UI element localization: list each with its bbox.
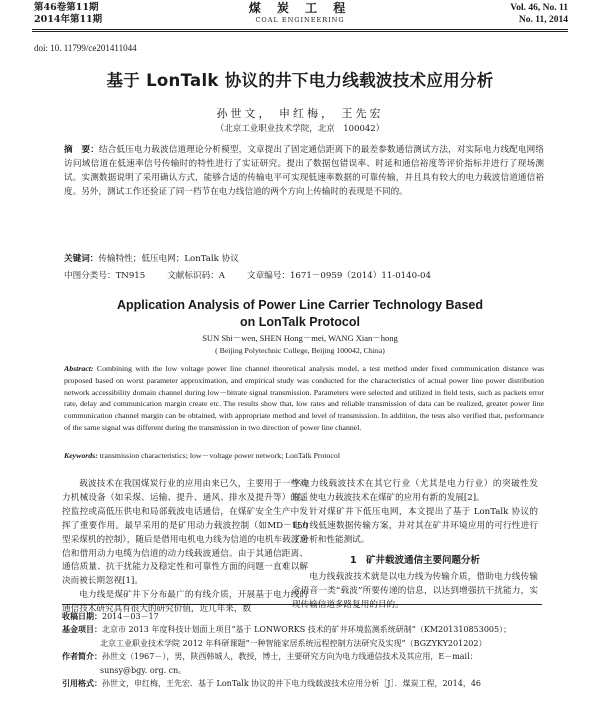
keywords-zh-text: 传输特性；低压电网；LonTalk 协议 [98, 254, 239, 264]
fund-value-1: 北京市 2013 年度科技计划面上项目“基于 LONWORKS 技术的矿井环境监测系统研制”（KM201310853005）； [102, 625, 512, 635]
author-bio-line-1 [62, 650, 546, 663]
footnote-rule [62, 604, 542, 605]
received-date [62, 610, 546, 623]
fund-value-2: 北京工业职业技术学院 2012 年科研课题“一种智能家居系统远程控制方法研究及实现”（BGZYKY201202） [100, 638, 487, 648]
abstract-zh-text: 结合低压电力载波信道理论分析模型，文章提出了固定通信距离下的最差参数通信测试方法，对实际电力线配电网络访问域信道在低速率信号传输时的特性进行了实证研究。提出了数据包错误率、时延和通信裕度等评价指标并进行了现场测试。实测数据说明了采用确认方式，能够合适的传输电平可实现低速率数据的可靠传输，并且具有较大的电力载波信道通信裕度。另外，测试工作还验证了同一档节在电力线信道的两个方向上传输时的表现是不同的。 [64, 145, 544, 197]
fund-line-2 [62, 637, 546, 650]
affiliation-zh: （北京工业职业技术学院，北京 100042） [215, 124, 385, 134]
abstract-en-label: Abstract: [64, 364, 94, 373]
keywords-en-label: Keywords: [64, 451, 98, 460]
abstract-zh [64, 143, 544, 199]
clc-number: 中图分类号：TN915 [64, 271, 146, 281]
citation-value: 孙世文，申红梅，王先宏．基于 LonTalk 协议的井下电力线载波技术应用分析［J］．煤炭工程，2014，46 [102, 679, 481, 689]
article-number: 文章编号：1671－0959（2014）11-0140-04 [247, 271, 431, 281]
body-paragraph: 针对煤矿井下低压电网，本文提出了基于 LonTalk 协议的电力线低速数据传输方案，并对其在矿井环境应用的可行性进行了分析和性能测试。 [292, 506, 538, 545]
fund-label: 基金项目： [62, 625, 102, 635]
journal-name-zh: 煤 炭 工 程 [248, 1, 352, 15]
keywords-en-text: transmission characteristics; low－voltage power network; LonTalk Protocol [99, 451, 340, 460]
journal-header [0, 0, 600, 30]
author-bio-label: 作者简介： [62, 652, 102, 662]
volume-zh: 第46卷第11期 [34, 2, 99, 13]
body-paragraph: 载波技术在我国煤炭行业的应用由来已久，主要用于一些动力机械设备（如采煤、运输、提升、通风、排水及提升等）的遥控监控或高低压供电和局部载波电话通信，在煤矿安全生产中发挥了重要作用。最早采用的是矿用动力载波控制（如MD－150型采煤机的控制），随后是借用电机电力线为信道的电机车载波通信和借用动力电缆为信道的动力线载波通信。由于其通信距离、通信质量、抗干扰能力及稳定性和可靠性方面的问题一直难以解决而被长期忽视[1]。 [62, 479, 308, 587]
keywords-zh-label: 关键词： [64, 254, 99, 264]
abstract-zh-label: 摘 要： [64, 145, 99, 155]
volume-en: Vol. 46, No. 11 [510, 3, 568, 13]
authors-en: SUN Shi－wen, SHEN Hong－mei, WANG Xian－hong [202, 333, 398, 343]
authors-zh: 孙世文， 申红梅， 王先宏 [216, 107, 384, 120]
abstract-en-text: Combining with the low voltage power line channel theoretical analysis model, a test method under fixed communication distance was proposed based on worst parameter approximation, and empirical study was conducted for the characteristics of actual power line power distribution network accessibility domain channel during low－bitrate signal transmission. Parameters were selected and utilized in field tests, such as packets error rate, delay and communication margin create etc. The results show that, low rates and reliable transmission of data can be realized, greater power line communication channel margin can be obtained, with appropriate method and level of transmission. In addition, the tests also verified that, performance of the same signal was different during the transmission in two direction of power line channel. [64, 364, 544, 432]
citation-line [62, 677, 546, 690]
body-paragraph: 字电力线载波技术在其它行业（尤其是电力行业）的突破性发展，使电力载波技术在煤矿的应用有新的发展[2]。 [292, 479, 538, 503]
document-code: 文献标识码：A [167, 271, 225, 281]
body-paragraph: 电力线载波技术就是以电力线为传输介质，借助电力线传输含语音一类“载波”所要传递的信息，以达到增强抗干扰能力，实现传输信道多路复用的目的。 [292, 572, 538, 611]
journal-name-en: COAL ENGINEERING [255, 16, 345, 24]
received-value: 2014－03－17 [102, 612, 159, 621]
keywords-en [64, 450, 544, 461]
author-bio-1: 孙世文（1967－），男，陕西韩城人，教授，博士，主要研究方向为电力线通信技术及其应用，E－mail： [102, 652, 478, 662]
affiliation-en: ( Beijing Polytechnic College, Beijing 100042, China) [215, 346, 385, 355]
doi: doi: 10. 11799/ce201411044 [34, 43, 137, 53]
header-rule-top [32, 29, 568, 30]
author-bio-2: sunsy@bgy. org. cn。 [100, 665, 187, 675]
title-en-line1: Application Analysis of Power Line Carrier Technology Based [116, 298, 484, 312]
body-column-right [292, 478, 538, 613]
issue-en: No. 11, 2014 [518, 15, 568, 25]
abstract-en [64, 363, 544, 434]
title-zh: 基于 LonTalk 协议的井下电力线载波技术应用分析 [106, 71, 494, 90]
received-label: 收稿日期： [62, 612, 102, 621]
keywords-zh [64, 252, 544, 264]
header-right [510, 2, 568, 26]
body-paragraph: 电力线是煤矿井下分布最广的有线介质，开展基于电力线的通信技术研究具有很大的研究价值，近几年来，数 [62, 590, 308, 615]
title-en-line2: on LonTalk Protocol [240, 315, 360, 329]
title-en [0, 297, 600, 331]
footnote [62, 610, 546, 690]
author-bio-line-2 [62, 664, 546, 677]
fund-line-1 [62, 623, 546, 636]
body-column-left [62, 478, 308, 617]
citation-label: 引用格式： [62, 679, 102, 689]
date-zh: 2014年第11期 [34, 14, 103, 25]
header-rule-bottom [32, 31, 568, 32]
classification [64, 269, 544, 281]
section-heading-1: 1 矿井载波通信主要问题分析 [349, 554, 481, 566]
